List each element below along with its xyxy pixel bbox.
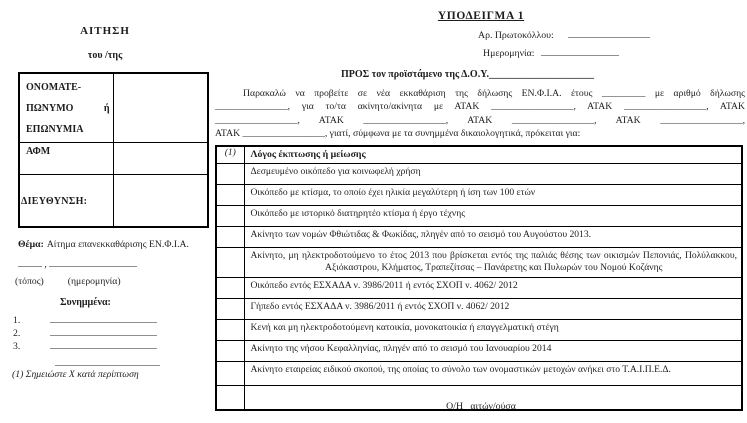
reason-row (216, 227, 742, 248)
afm-label: ΑΦΜ (19, 143, 113, 175)
attachment-item (13, 313, 157, 326)
reason-text: Ακίνητο, μη ηλεκτροδοτούμενο το έτος 2013 που βρίσκεται εντός της παλιάς θέσης των οικισμών Πεπονιάς, Πολύλακκου, Αξιόκαστρου, Κλήματος, Τραπεζίτσας – Πανάρετης και Πυλωρών του Νομού Κοζάνης (244, 248, 742, 278)
application-subtitle: του /της (87, 50, 123, 61)
reason-row (216, 362, 742, 386)
reason-text: Γήπεδο εντός ΕΣΧΑΔΑ ν. 3986/2011 ή εντός ΣΧΟΠ ν. 4062/ 2012 (244, 299, 742, 320)
attachment-number: 3. (13, 341, 21, 352)
reason-row (216, 320, 742, 341)
subject-text: Αίτημα επανεκκαθάρισης ΕΝ.Φ.Ι.Α. (46, 239, 189, 250)
signature-line: Ο/Η αιτών/ούσα (446, 401, 516, 412)
protocol-row (478, 28, 650, 41)
document-title (215, 6, 747, 24)
attachment-blank-4[interactable] (55, 356, 160, 366)
date-blank[interactable] (49, 257, 137, 267)
comma: , (42, 259, 50, 270)
reason-row (216, 206, 742, 227)
reason-text: Οικόπεδο με ιστορικό διατηρητέο κτίσμα ή έργο τέχνης (244, 206, 742, 227)
mark-column-header: (1) (216, 146, 244, 164)
application-title: ΑΙΤΗΣΗ (80, 25, 130, 37)
attachment-blank-2[interactable] (50, 326, 157, 336)
date-row (483, 46, 619, 59)
subject-label: Θέμα: (18, 239, 44, 250)
addressee-line (215, 69, 720, 80)
mark-cell[interactable] (216, 248, 244, 278)
mark-cell[interactable] (216, 227, 244, 248)
reason-text: Δεσμευμένο οικόπεδο για κοινωφελή χρήση (244, 164, 742, 185)
mark-cell[interactable] (216, 206, 244, 227)
subject-line (18, 239, 208, 250)
reason-text: Ακίνητο των νομών Φθιώτιδας & Φωκίδας, πληγέν από το σεισμό του Αυγούστου 2013. (244, 227, 742, 248)
mark-cell[interactable] (216, 278, 244, 299)
reason-row (216, 299, 742, 320)
attachment-item (13, 339, 157, 352)
reason-text: Ακίνητο εταιρείας ειδικού σκοπού, της οποίας το σύνολο των ονομαστικών μετοχών ανήκει στο Τ.Α.Ι.Π.Ε.Δ. (244, 362, 742, 386)
applicant-afm-row (19, 143, 208, 175)
body-line: _______________, για το/τα ακίνητο/ακίνητα με ΑΤΑΚ _________________, ΑΤΑΚ _________________, ΑΤΑΚ (215, 101, 745, 113)
mark-cell[interactable] (216, 299, 244, 320)
mark-cell[interactable] (216, 320, 244, 341)
reason-text: Οικόπεδο εντός ΕΣΧΑΔΑ ν. 3986/2011 ή εντός ΣΧΟΠ ν. 4062/ 2012 (244, 278, 742, 299)
protocol-label: Αρ. Πρωτοκόλλου: (478, 30, 554, 41)
mark-cell[interactable] (216, 164, 244, 185)
reason-column-header: Λόγος έκπτωσης ή μείωσης (244, 146, 742, 164)
attachment-item (13, 326, 157, 339)
attachment-blank-3[interactable] (50, 339, 157, 349)
mark-cell[interactable] (216, 185, 244, 206)
header-date-blank[interactable] (541, 46, 619, 56)
main-area (215, 0, 747, 423)
request-body (215, 87, 745, 141)
reasons-header-row (216, 146, 742, 164)
place-date-blanks (18, 257, 137, 270)
reason-row (216, 278, 742, 299)
name-value-cell[interactable] (113, 73, 208, 143)
body-line: Παρακαλώ να προβείτε σε νέα εκκαθάριση της δήλωσης ΕΝ.Φ.Ι.Α. έτους _________ με αριθμό δήλωσης (243, 88, 745, 99)
applicant-address-row (19, 175, 208, 228)
reason-text: Κενή και μη ηλεκτροδοτούμενη κατοικία, μονοκατοικία ή επαγγελματική στέγη (244, 320, 742, 341)
attachments-title: Συνημμένα: (60, 297, 111, 308)
afm-value-cell[interactable] (113, 143, 208, 175)
mark-cell[interactable] (216, 341, 244, 362)
name-label: ΟΝΟΜΑΤΕ-ΠΩΝΥΜΟ ή ΕΠΩΝΥΜΙΑ (19, 73, 113, 143)
attachment-number: 1. (13, 315, 21, 326)
footnote: (1) Σημειώστε Χ κατά περίπτωση (12, 369, 139, 380)
reason-row (216, 341, 742, 362)
reason-row (216, 164, 742, 185)
protocol-blank[interactable] (568, 28, 650, 38)
address-value-cell[interactable] (113, 175, 208, 228)
place-label: (τόπος) (15, 276, 44, 287)
body-line: _________________, ΑΤΑΚ _________________, ΑΤΑΚ _________________, ΑΤΑΚ _________________, (215, 114, 745, 126)
applicant-name-row (19, 73, 208, 143)
date-label: Ημερομηνία: (483, 48, 535, 59)
reasons-table (215, 145, 743, 411)
place-date-labels (15, 276, 205, 287)
body-line: ΑΤΑΚ _________________, γιατί, σύμφωνα με τα συνημμένα δικαιολογητικά, πρόκειται για: (215, 128, 581, 140)
reason-text: Οικόπεδο με κτίσμα, το οποίο έχει ηλικία μεγαλύτερη ή ίση των 100 ετών (244, 185, 742, 206)
addressee-text: ΠΡΟΣ τον προϊστάμενο της Δ.Ο.Υ. (340, 69, 490, 80)
attachment-blank-1[interactable] (50, 313, 157, 323)
attachments-list (13, 313, 157, 352)
attachment-number: 2. (13, 328, 21, 339)
dateword-label: (ημερομηνία) (67, 276, 121, 287)
reason-row (216, 185, 742, 206)
document-title-text: ΥΠΟΔΕΙΓΜΑ 1 (437, 10, 525, 22)
reason-row (216, 248, 742, 278)
applicant-info-table (18, 72, 209, 228)
address-label: ΔΙΕΥΘΥΝΣΗ: (19, 175, 113, 228)
mark-cell[interactable] (216, 362, 244, 386)
doy-blank[interactable]: _____________________ (489, 69, 595, 80)
reason-text: Ακίνητο της νήσου Κεφαλληνίας, πληγέν από το σεισμό του Ιανουαρίου 2014 (244, 341, 742, 362)
place-blank[interactable] (18, 257, 42, 267)
